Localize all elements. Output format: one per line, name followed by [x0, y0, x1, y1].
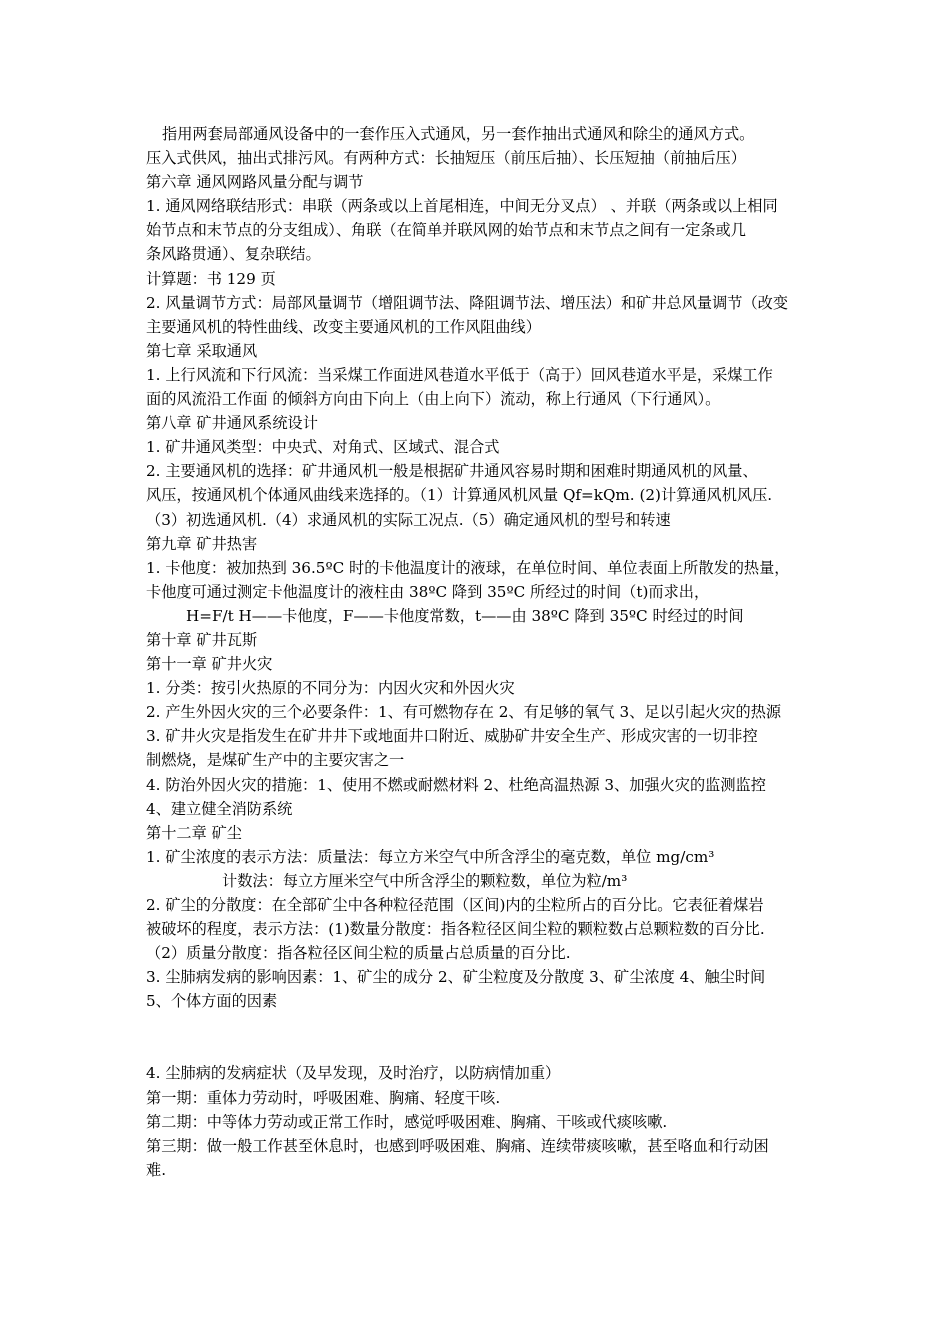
chapter-heading: 第十二章 矿尘 — [146, 823, 242, 842]
chapter-heading: 第六章 通风网路风量分配与调节 — [146, 173, 364, 192]
paragraph-line: 第三期：做一般工作甚至休息时，也感到呼吸困难、胸痛、连续带痰咳嗽，甚至咯血和行动困 — [146, 1136, 769, 1155]
paragraph-line: 卡他度可通过测定卡他温度计的液柱由 38ºC 降到 35ºC 所经过的时间（t)而求出， — [146, 582, 710, 601]
paragraph-line: 1. 分类：按引火热原的不同分为：内因火灾和外因火灾 — [146, 679, 515, 698]
chapter-heading: 第十一章 矿井火灾 — [146, 655, 273, 674]
paragraph-line: 条风路贯通）、复杂联结。 — [146, 245, 321, 264]
paragraph-line: 2. 产生外因火灾的三个必要条件：1、有可燃物存在 2、有足够的氧气 3、足以引起火灾的热源 — [146, 703, 782, 722]
paragraph-line: 始节点和末节点的分支组成）、角联（在简单并联风网的始节点和末节点之间有一定条或几 — [146, 221, 746, 240]
chapter-heading: 第八章 矿井通风系统设计 — [146, 414, 318, 433]
paragraph-line: 指用两套局部通风设备中的一套作压入式通风，另一套作抽出式通风和除尘的通风方式。 — [162, 125, 755, 143]
chapter-heading: 第九章 矿井热害 — [146, 534, 258, 553]
paragraph-line: 1. 矿尘浓度的表示方法：质量法：每立方米空气中所含浮尘的毫克数，单位 mg/cm³ — [146, 847, 715, 866]
paragraph-line: 第二期：中等体力劳动或正常工作时，感觉呼吸困难、胸痛、干咳或代痰咳嗽. — [146, 1112, 668, 1131]
paragraph-line: 5、个体方面的因素 — [146, 992, 278, 1011]
paragraph-line: 4. 防治外因火灾的措施：1、使用不燃或耐燃材料 2、杜绝高温热源 3、加强火灾的监测监控 — [146, 775, 766, 794]
paragraph-line: 主要通风机的特性曲线、改变主要通风机的工作风阻曲线） — [146, 317, 541, 336]
document-body — [146, 122, 814, 1182]
chapter-heading: 第十章 矿井瓦斯 — [146, 630, 258, 649]
paragraph-line: 3. 矿井火灾是指发生在矿井井下或地面井口附近、威胁矿井安全生产、形成灾害的一切非控 — [146, 727, 758, 746]
paragraph-line: 1. 通风网络联结形式：串联（两条或以上首尾相连，中间无分叉点） 、并联（两条或以上相同 — [146, 197, 778, 216]
paragraph-line: 压入式供风，抽出式排污风。有两种方式：长抽短压（前压后抽）、长压短抽（前抽后压） — [146, 149, 746, 168]
chapter-heading: 第七章 采取通风 — [146, 341, 258, 360]
paragraph-line: 被破坏的程度，表示方法：(1)数量分散度：指各粒径区间尘粒的颗粒数占总颗粒数的百分比. — [146, 920, 765, 939]
paragraph-line: 2. 风量调节方式：局部风量调节（增阻调节法、降阻调节法、增压法）和矿井总风量调节（改变 — [146, 293, 789, 312]
paragraph-line: （3）初选通风机.（4）求通风机的实际工况点.（5）确定通风机的型号和转速 — [146, 510, 671, 529]
paragraph-line: 2. 主要通风机的选择：矿井通风机一般是根据矿井通风容易时期和困难时期通风机的风量、 — [146, 462, 758, 481]
paragraph-line: 1. 上行风流和下行风流：当采煤工作面进风巷道水平低于（高于）回风巷道水平是，采煤工作 — [146, 365, 773, 384]
paragraph-line: 4、建立健全消防系统 — [146, 799, 293, 818]
paragraph-line: 1. 卡他度：被加热到 36.5ºC 时的卡他温度计的液球，在单位时间、单位表面上所散发的热量， — [146, 558, 790, 577]
paragraph-line: 计算题：书 129 页 — [146, 269, 276, 288]
paragraph-line: 3. 尘肺病发病的影响因素：1、矿尘的成分 2、矿尘粒度及分散度 3、矿尘浓度 4、触尘时间 — [146, 968, 766, 987]
paragraph-line: （2）质量分散度：指各粒径区间尘粒的质量占总质量的百分比. — [146, 944, 571, 963]
paragraph-line: 制燃烧，是煤矿生产中的主要灾害之一 — [146, 751, 405, 770]
paragraph-line: 4. 尘肺病的发病症状（及早发现，及时治疗，以防病情加重） — [146, 1064, 561, 1083]
paragraph-line: 风压，按通风机个体通风曲线来选择的。（1）计算通风机风量 Qf=kQm. (2)计算通风机风压. — [146, 486, 773, 505]
paragraph-line: 2. 矿尘的分散度：在全部矿尘中各种粒径范围（区间)内的尘粒所占的百分比。它表征着煤岩 — [146, 896, 764, 914]
paragraph-line: 面的风流沿工作面 的倾斜方向由下向上（由上向下）流动，称上行通风（下行通风）。 — [146, 390, 721, 409]
paragraph-line: 难. — [146, 1160, 167, 1179]
paragraph-line: 1. 矿井通风类型：中央式、对角式、区域式、混合式 — [146, 438, 500, 457]
paragraph-line: 计数法：每立方厘米空气中所含浮尘的颗粒数，单位为粒/m³ — [222, 871, 628, 890]
blank-gap — [146, 1013, 814, 1061]
formula-line: H=F/t H——卡他度，F——卡他度常数，t——由 38ºC 降到 35ºC 时经过的时间 — [186, 606, 744, 625]
paragraph-line: 第一期：重体力劳动时，呼吸困难、胸痛、轻度干咳. — [146, 1088, 501, 1107]
